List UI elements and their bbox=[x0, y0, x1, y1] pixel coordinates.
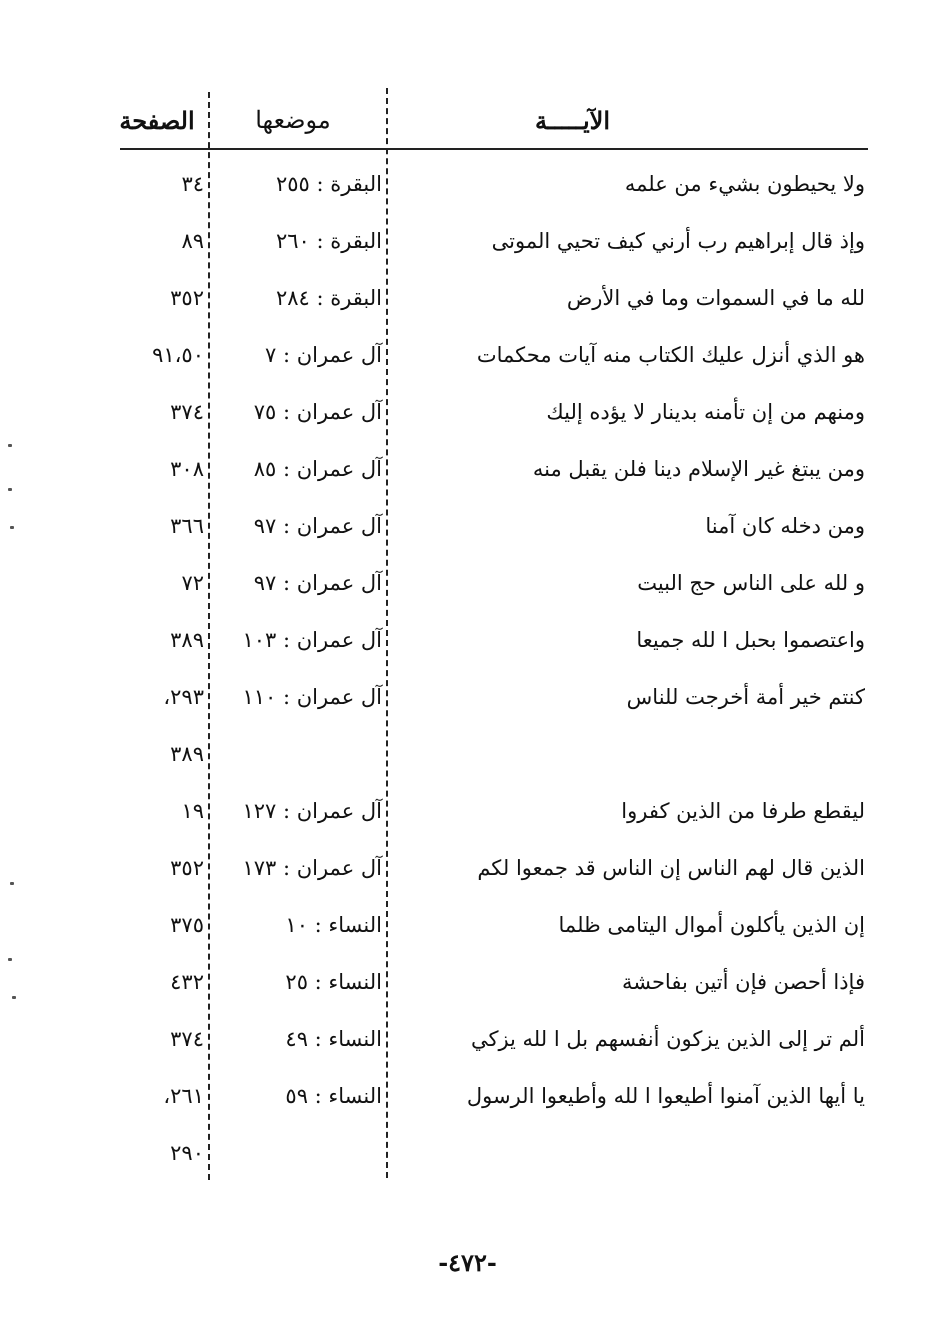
table-row bbox=[0, 400, 935, 440]
scan-speck bbox=[8, 958, 12, 961]
page-reference: ٣٨٩ bbox=[170, 742, 204, 766]
table-row bbox=[0, 628, 935, 668]
table-row bbox=[0, 970, 935, 1010]
table-row bbox=[0, 1141, 935, 1181]
table-row bbox=[0, 1027, 935, 1067]
scan-speck bbox=[10, 882, 14, 885]
page-reference: ٣٧٤ bbox=[170, 1027, 204, 1051]
table-row bbox=[0, 343, 935, 383]
page-reference: ٤٣٢ bbox=[170, 970, 204, 994]
page-reference: ٨٩ bbox=[181, 229, 204, 253]
ayah-location: آل عمران : ١٢٧ bbox=[242, 799, 382, 823]
ayah-location: البقرة : ٢٥٥ bbox=[275, 172, 382, 196]
scan-speck bbox=[10, 526, 14, 529]
ayah-text: و لله على الناس حج البيت bbox=[637, 571, 865, 595]
page-reference: ٢٩٠ bbox=[170, 1141, 204, 1165]
table-row bbox=[0, 799, 935, 839]
page-reference: ٢٦١، bbox=[163, 1084, 204, 1108]
header-place: موضعها bbox=[255, 106, 331, 134]
table-row bbox=[0, 571, 935, 611]
ayah-text: الذين قال لهم الناس إن الناس قد جمعوا لكم bbox=[477, 856, 865, 880]
ayah-text: ولا يحيطون بشيء من علمه bbox=[624, 172, 865, 196]
ayah-text: يا أيها الذين آمنوا أطيعوا ا لله وأطيعوا الرسول bbox=[466, 1084, 865, 1108]
table-row bbox=[0, 856, 935, 896]
ayah-location: آل عمران : ٨٥ bbox=[253, 457, 382, 481]
ayah-location: النساء : ٢٥ bbox=[285, 970, 382, 994]
ayah-location: النساء : ١٠ bbox=[285, 913, 382, 937]
ayah-text: إن الذين يأكلون أموال اليتامى ظلما bbox=[558, 913, 865, 937]
page-reference: ٣٧٥ bbox=[170, 913, 204, 937]
page-reference: ١٩ bbox=[181, 799, 204, 823]
table-row bbox=[0, 286, 935, 326]
table-row bbox=[0, 172, 935, 212]
ayah-text: هو الذي أنزل عليك الكتاب منه آيات محكمات bbox=[476, 343, 865, 367]
ayah-text: ليقطع طرفا من الذين كفروا bbox=[621, 799, 865, 823]
table-row bbox=[0, 742, 935, 782]
page-reference: ٣٤ bbox=[181, 172, 204, 196]
ayah-text: كنتم خير أمة أخرجت للناس bbox=[626, 685, 865, 709]
page-reference: ٢٩٣، bbox=[163, 685, 204, 709]
page-reference: ٣٠٨ bbox=[170, 457, 204, 481]
page-reference: ٣٥٢ bbox=[170, 856, 204, 880]
header-ayah: الآيـــــة bbox=[534, 106, 610, 135]
ayah-location: آل عمران : ٩٧ bbox=[253, 514, 382, 538]
ayah-location: النساء : ٥٩ bbox=[285, 1084, 382, 1108]
ayah-text: فإذا أحصن فإن أتين بفاحشة bbox=[621, 970, 865, 994]
table-row bbox=[0, 685, 935, 725]
table-row bbox=[0, 457, 935, 497]
page-reference: ٣٨٩ bbox=[170, 628, 204, 652]
ayah-location: آل عمران : ٩٧ bbox=[253, 571, 382, 595]
ayah-location: آل عمران : ١١٠ bbox=[242, 685, 382, 709]
header-rule bbox=[120, 148, 868, 150]
ayah-text: ومن دخله كان آمنا bbox=[705, 514, 865, 538]
ayah-location: آل عمران : ٧٥ bbox=[253, 400, 382, 424]
page-reference: ٣٧٤ bbox=[170, 400, 204, 424]
ayah-text: ومن يبتغ غير الإسلام دينا فلن يقبل منه bbox=[532, 457, 865, 481]
table-row bbox=[0, 913, 935, 953]
ayah-text: ألم تر إلى الذين يزكون أنفسهم بل ا لله يزكي bbox=[470, 1027, 865, 1051]
ayah-location: آل عمران : ١٠٣ bbox=[242, 628, 382, 652]
ayah-text: واعتصموا بحبل ا لله جميعا bbox=[636, 628, 865, 652]
scan-speck bbox=[8, 488, 12, 491]
ayah-location: آل عمران : ١٧٣ bbox=[242, 856, 382, 880]
ayah-text: ومنهم من إن تأمنه بدينار لا يؤده إليك bbox=[546, 400, 865, 424]
scan-speck bbox=[8, 444, 12, 447]
ayah-location: النساء : ٤٩ bbox=[285, 1027, 382, 1051]
header-page: الصفحة bbox=[119, 106, 195, 135]
table-row bbox=[0, 229, 935, 269]
page-reference: ٧٢ bbox=[181, 571, 204, 595]
ayah-location: البقرة : ٢٦٠ bbox=[275, 229, 382, 253]
ayah-location: آل عمران : ٧ bbox=[265, 343, 382, 367]
ayah-text: لله ما في السموات وما في الأرض bbox=[566, 286, 865, 310]
scan-speck bbox=[12, 996, 16, 999]
ayah-text: وإذ قال إبراهيم رب أرني كيف تحيي الموتى bbox=[491, 229, 865, 253]
page-reference: ٣٥٢ bbox=[170, 286, 204, 310]
table-row bbox=[0, 1084, 935, 1124]
ayah-location: البقرة : ٢٨٤ bbox=[275, 286, 382, 310]
page-reference: ٣٦٦ bbox=[170, 514, 204, 538]
table-row bbox=[0, 514, 935, 554]
page-reference: ٩١،٥٠ bbox=[152, 343, 204, 367]
page-number: -٤٧٢- bbox=[438, 1248, 497, 1277]
